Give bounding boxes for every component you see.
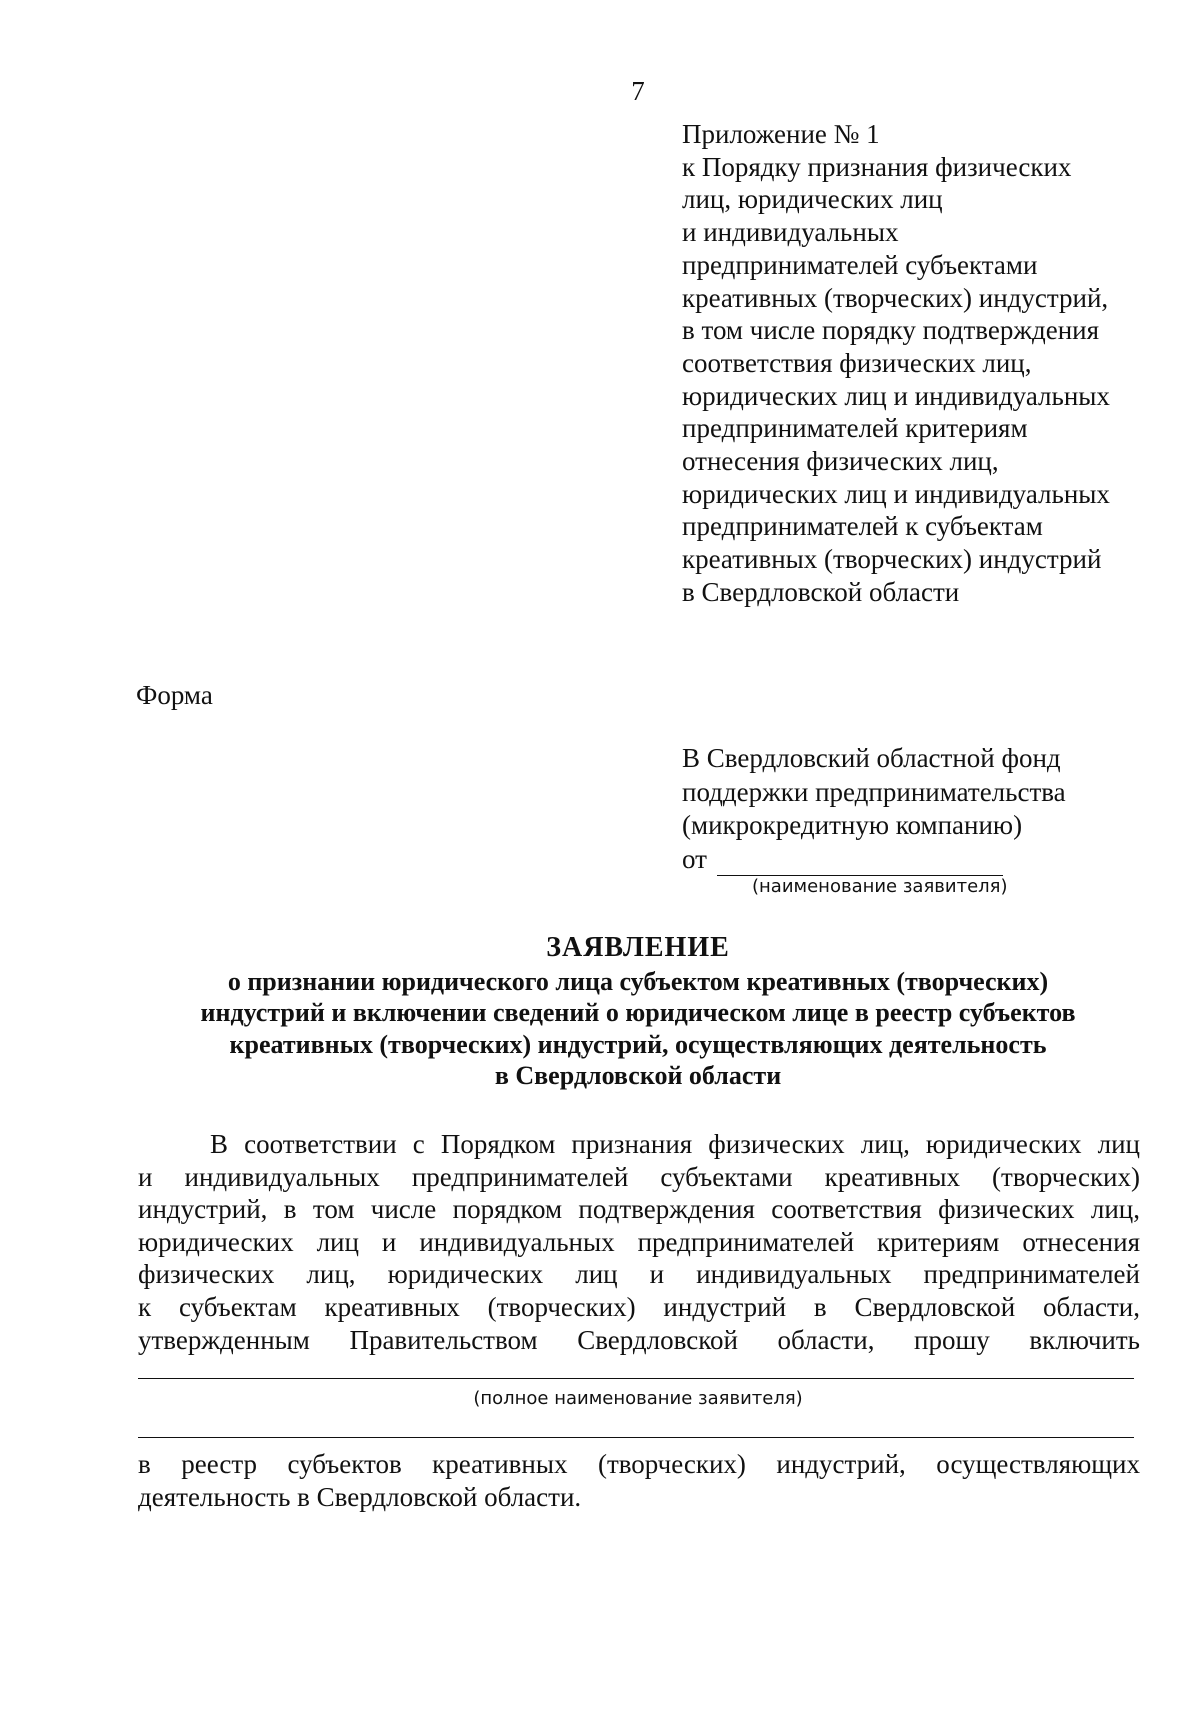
body-line: индустрий, в том числе порядком подтверждения соответствия физических лиц, [138, 1194, 1140, 1225]
appendix-header [682, 118, 1182, 609]
full-name-caption: (полное наименование заявителя) [473, 1388, 803, 1409]
appendix-line: юридических лиц и индивидуальных [682, 478, 1110, 509]
appendix-line: отнесения физических лиц, [682, 446, 999, 477]
appendix-line: предпринимателей к субъектам [682, 511, 1043, 542]
appendix-line: в том числе порядку подтверждения [682, 315, 1100, 346]
body-line: В соответствии с Порядком признания физических лиц, юридических лиц [210, 1129, 1140, 1159]
appendix-line: Приложение № 1 [682, 119, 880, 149]
addressee-block [682, 742, 1142, 876]
appendix-line: юридических лиц и индивидуальных [682, 380, 1110, 411]
addressee-line: поддержки предпринимательства [682, 776, 1066, 807]
from-label: от [682, 843, 707, 874]
closing-paragraph [138, 1448, 1140, 1514]
from-row [682, 843, 1142, 877]
body-line: к субъектам креативных (творческих) индустрий в Свердловской области, [138, 1291, 1140, 1322]
page-number: 7 [631, 76, 645, 106]
applicant-name-field[interactable] [717, 851, 1003, 876]
document-title [136, 932, 1140, 1092]
body-paragraph [138, 1128, 1140, 1356]
appendix-line: предпринимателей критериям [682, 413, 1028, 444]
body-line: утвержденным Правительством Свердловской области, прошу включить [138, 1324, 1140, 1355]
title-line: о признании юридического лица субъектом креативных (творческих) [227, 966, 1049, 996]
appendix-line: к Порядку признания физических [682, 151, 1072, 182]
appendix-line: креативных (творческих) индустрий, [682, 282, 1109, 313]
appendix-line: лиц, юридических лиц [682, 184, 943, 215]
full-name-field-line[interactable] [138, 1378, 1134, 1379]
appendix-line: в Свердловской области [682, 576, 960, 607]
title-line: креативных (творческих) индустрий, осуществляющих деятельность [229, 1029, 1047, 1059]
addressee-line: В Свердловский областной фонд [682, 743, 1061, 773]
full-name-field-line-2[interactable] [138, 1437, 1134, 1438]
title-line: в Свердловской области [494, 1061, 782, 1090]
appendix-line: соответствия физических лиц, [682, 347, 1032, 378]
body-line: юридических лиц и индивидуальных предпринимателей критериям отнесения [138, 1226, 1140, 1257]
appendix-line: креативных (творческих) индустрий [682, 544, 1102, 575]
applicant-name-caption: (наименование заявителя) [752, 876, 1008, 897]
title-main: ЗАЯВЛЕНИЕ [546, 932, 730, 963]
appendix-line: предпринимателей субъектами [682, 249, 1038, 280]
form-label: Форма [136, 680, 213, 710]
closing-line: в реестр субъектов креативных (творческих) индустрий, осуществляющих [138, 1449, 1140, 1479]
closing-line: деятельность в Свердловской области. [138, 1482, 582, 1512]
appendix-line: и индивидуальных [682, 217, 899, 248]
body-line: физических лиц, юридических лиц и индивидуальных предпринимателей [138, 1259, 1140, 1290]
body-line: и индивидуальных предпринимателей субъектами креативных (творческих) [138, 1161, 1140, 1192]
title-line: индустрий и включении сведений о юридическом лице в реестр субъектов [200, 998, 1076, 1027]
addressee-line: (микрокредитную компанию) [682, 810, 1023, 840]
